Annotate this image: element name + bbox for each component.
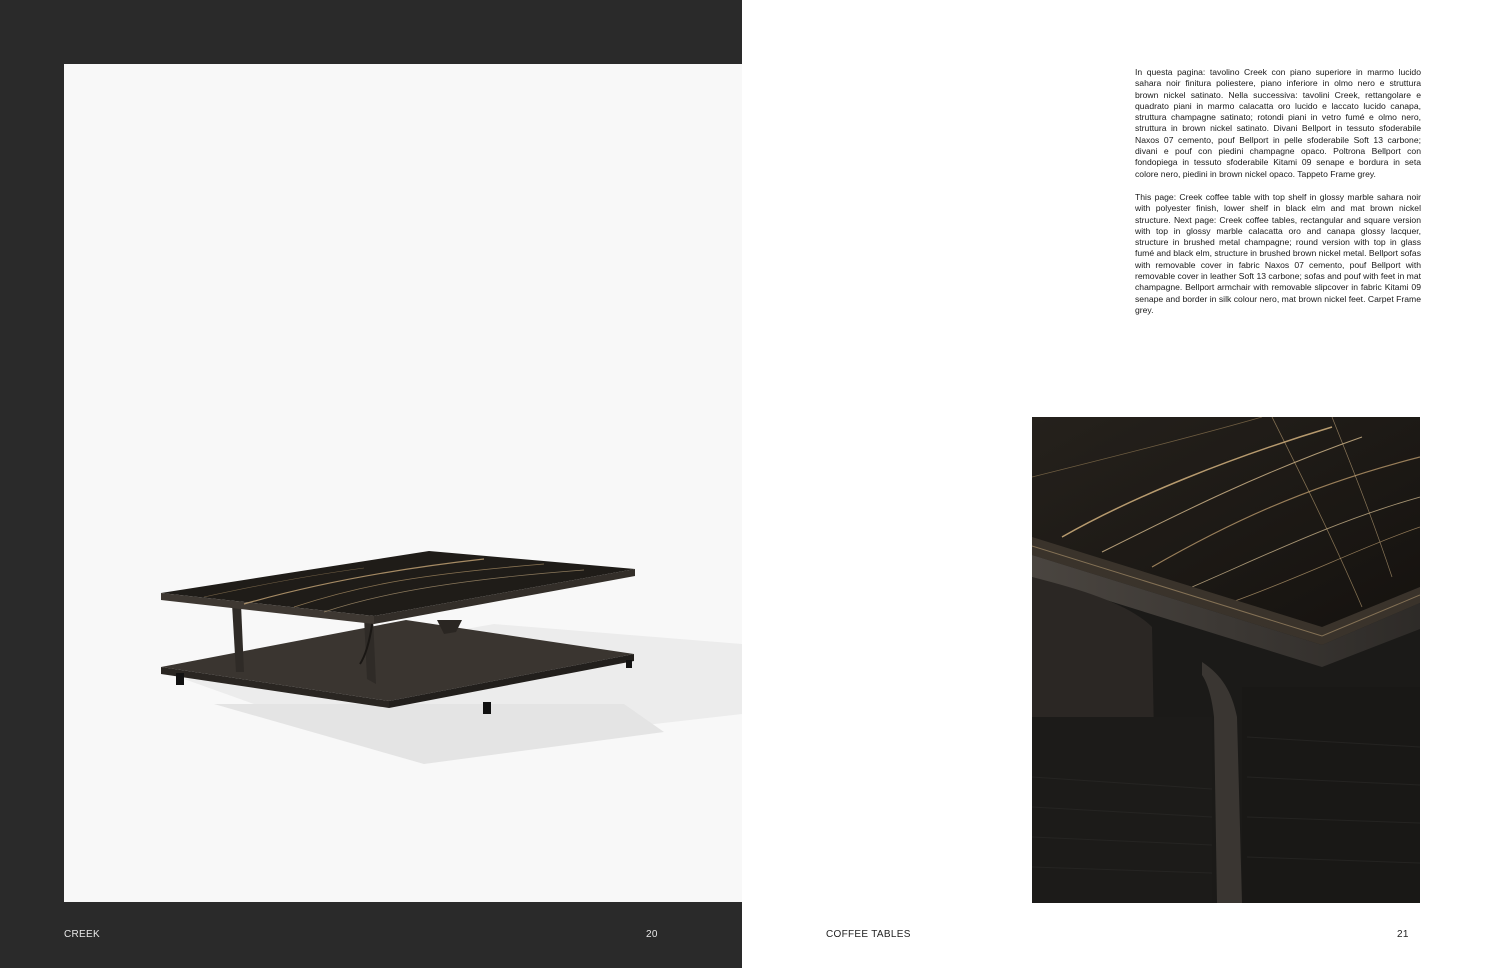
detail-photo bbox=[1032, 417, 1420, 903]
section-label: CREEK bbox=[64, 929, 100, 940]
coffee-table-illustration bbox=[64, 64, 742, 902]
marble-detail-illustration bbox=[1032, 417, 1420, 903]
section-label: COFFEE TABLES bbox=[826, 929, 911, 940]
page-number: 21 bbox=[1397, 929, 1409, 940]
caption-italian: In questa pagina: tavolino Creek con piano superiore in marmo lucido sahara noir finitura poliestere, piano inferiore in olmo nero e struttura brown nickel satinato. Nella successiva: tavolini Creek, rettangolare e quadrato piani in marmo calacatta oro lucido e laccato lucido canapa, struttura champagne satinato; rotondi piani in vetro fumé e olmo nero, struttura in brown nickel satinato. Divani Bellport in tessuto sfoderabile Naxos 07 cemento, pouf Bellport in pelle sfoderabile Soft 13 carbone; divani e pouf con piedini champagne opaco. Poltrona Bellport con fondopiega in tessuto sfoderabile Kitami 09 senape e bordura in seta colore nero, piedini in brown nickel opaco. Tappeto Frame grey. bbox=[1135, 67, 1421, 179]
right-page bbox=[742, 0, 1485, 968]
left-page bbox=[0, 0, 742, 968]
product-photo bbox=[64, 64, 742, 902]
page-number: 20 bbox=[646, 929, 658, 940]
caption-english: This page: Creek coffee table with top shelf in glossy marble sahara noir with polyester finish, lower shelf in black elm and mat brown nickel structure. Next page: Creek coffee tables, rectangular and square version with top in glossy marble calacatta oro and canapa glossy lacquer, structure in brushed metal champagne; round version with top in glass fumé and black elm, structure in brushed brown nickel metal. Bellport sofas with removable cover in fabric Naxos 07 cemento, pouf Bellport with removable cover in leather Soft 13 carbone; sofas and pouf with feet in mat champagne. Bellport armchair with removable slipcover in fabric Kitami 09 senape and border in silk colour nero, mat brown nickel feet. Carpet Frame grey. bbox=[1135, 192, 1421, 315]
